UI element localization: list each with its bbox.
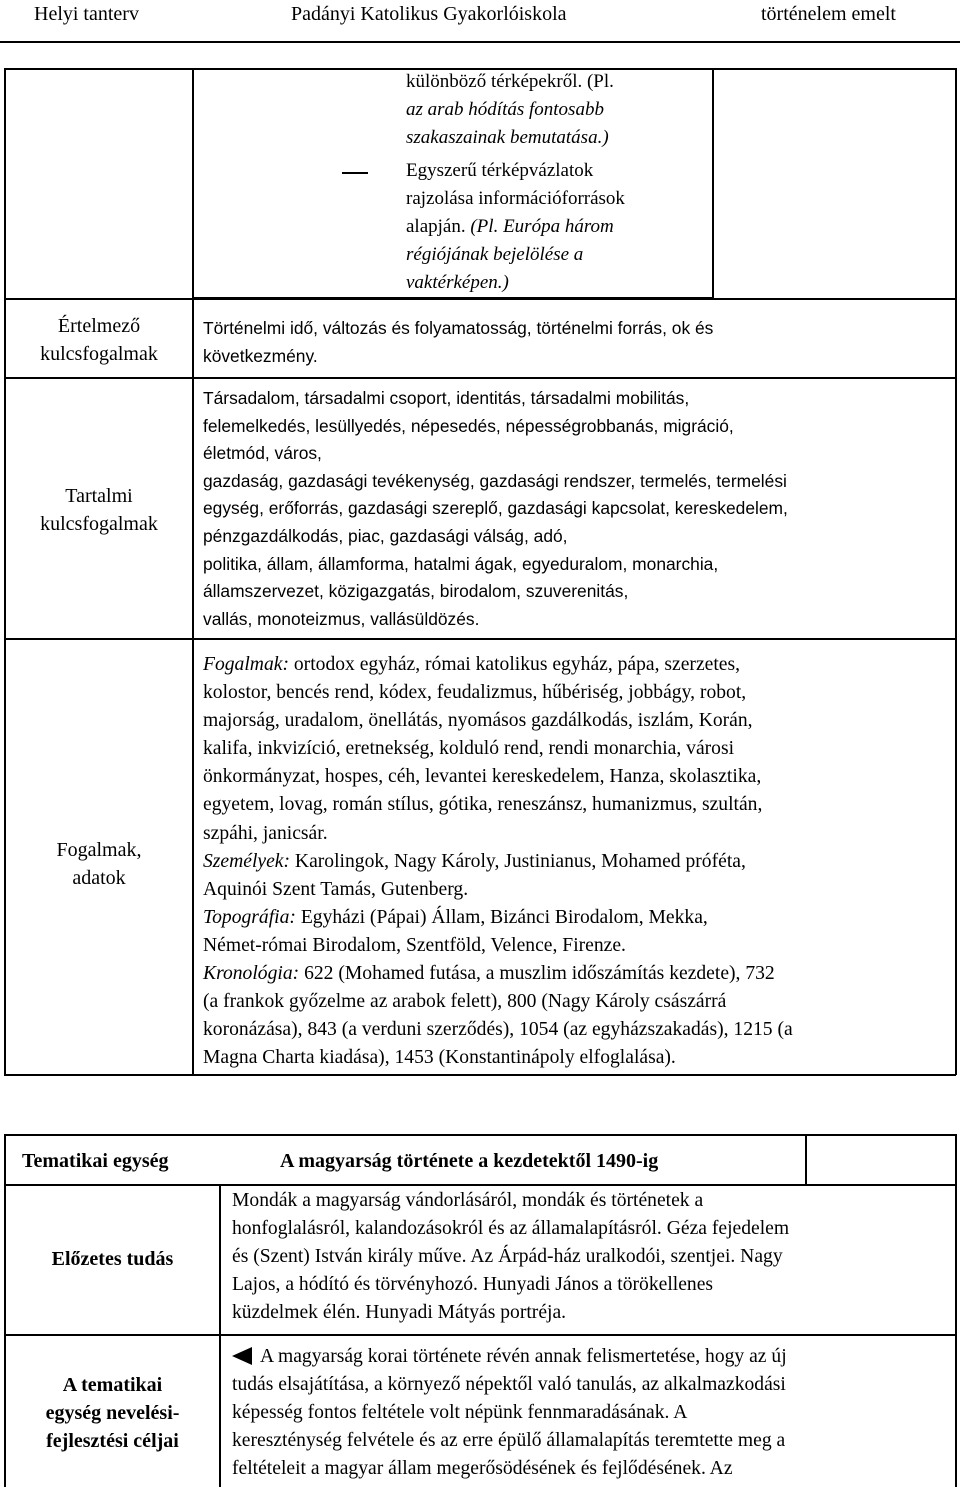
content-line: vallás, monoteizmus, vallásüldözés. (203, 608, 480, 629)
content-line: politika, állam, államforma, hatalmi ágak, egyeduralom, monarchia, (203, 553, 719, 574)
content-line: Aquinói Szent Tamás, Gutenberg. (203, 878, 469, 900)
fogalmak-label (6, 836, 192, 892)
content-line: Topográfia: Egyházi (Pápai) Állam, Bizánci Birodalom, Mekka, (203, 906, 708, 928)
content-line: pénzgazdálkodás, piac, gazdasági válság, adó, (203, 525, 568, 546)
page-header (0, 0, 960, 30)
content-line: Német-római Birodalom, Szentföld, Velence, Firenze. (203, 934, 626, 956)
content-line: egyetem, lovag, román stílus, gótika, reneszánsz, humanizmus, szultán, (203, 794, 763, 816)
content-line: gazdaság, gazdasági tevékenység, gazdasági rendszer, termelés, termelési (203, 470, 787, 491)
content-line: koronázása), 843 (a verduni szerződés), 1054 (az egyházszakadás), 1215 (a (203, 1019, 793, 1041)
table1-col-divider (192, 68, 194, 1075)
bullet-line: régiójának bejelölése a (406, 244, 584, 265)
header-left: Helyi tanterv (34, 3, 139, 25)
bullet-line: alapján. (Pl. Európa három (406, 216, 614, 237)
content-line: Személyek: Karolingok, Nagy Károly, Justinianus, Mohamed próféta, (203, 850, 746, 872)
content-line: államszervezet, közigazgatás, birodalom, szuverenitás, (203, 581, 629, 602)
left-triangle-icon (232, 1347, 252, 1365)
label-line: kulcsfogalmak (40, 343, 158, 365)
content-line: kalifa, inkvizíció, eretnekség, kolduló rend, rendi monarchia, városi (203, 738, 735, 760)
label-line: Értelmező (57, 315, 141, 337)
methods-line: különböző térképekről. (Pl. (406, 71, 614, 92)
content-line: és (Szent) István király műve. Az Árpád-ház uralkodói, szentjei. Nagy (232, 1246, 783, 1267)
celjai-label (6, 1371, 219, 1455)
ertelmezo-label (6, 312, 192, 368)
header-rule (0, 41, 960, 43)
label-line: A tematikai (62, 1374, 163, 1396)
elozetes-tudas-content (232, 1187, 952, 1327)
header-center: Padányi Katolikus Gyakorlóiskola (291, 3, 567, 25)
methods-line: szakaszainak bemutatása.) (406, 127, 609, 148)
content-line: Fogalmak: ortodox egyház, római katolikus egyház, pápa, szerzetes, (203, 654, 741, 675)
content-line: következmény. (203, 346, 318, 366)
content-line: Lajos, a hódító és törvényhozó. Hunyadi János a törökellenes (232, 1274, 714, 1295)
label-line: fejlesztési céljai (46, 1430, 179, 1452)
content-line: Történelmi idő, változás és folyamatosság, történelmi forrás, ok és (203, 318, 714, 338)
table1-inner-col-divider (712, 68, 714, 298)
content-line: kolostor, bencés rend, kódex, feudalizmus, hűbériség, jobbágy, robot, (203, 682, 747, 704)
content-line: egység, erőforrás, gazdasági szereplő, gazdasági kapcsolat, kereskedelem, (203, 498, 788, 519)
content-line: Mondák a magyarság vándorlásáról, mondák és történetek a (232, 1190, 704, 1211)
content-line: szpáhi, janicsár. (203, 822, 328, 844)
fogalmak-content (203, 651, 951, 1072)
table1-row-divider-2 (4, 377, 956, 379)
label-line: adatok (72, 867, 126, 889)
content-line: feltételeit a magyar állam megerősödésének és fejlődésének. Az (232, 1458, 733, 1479)
table1-right-border (955, 68, 957, 1075)
tematikai-egyseg-title: A magyarság története a kezdetektől 1490-ig (280, 1150, 659, 1172)
content-line: önkormányzat, hospes, céh, levantei kereskedelem, Hanza, skolasztika, (203, 766, 762, 788)
table2-row-divider-1 (4, 1184, 956, 1186)
table1-left-border (4, 68, 6, 1075)
tartalmi-label (6, 482, 192, 538)
content-line: majorság, uradalom, önellátás, nyomásos gazdálkodás, iszlám, Korán, (203, 710, 753, 732)
tematikai-egyseg-label: Tematikai egység (22, 1150, 169, 1172)
methods-example-text (406, 68, 706, 152)
content-line: képesség fontos feltétele volt népünk fennmaradásának. A (232, 1402, 688, 1423)
table1-row-divider-1 (4, 298, 956, 300)
celjai-content (232, 1343, 952, 1483)
label-line: Tartalmi (65, 485, 133, 507)
bullet-item-map-sketch (406, 157, 711, 297)
ertelmezo-content (203, 314, 948, 370)
content-line: honfoglalásról, kalandozásokról és az államalapításról. Géza fejedelem (232, 1218, 790, 1239)
label-line: kulcsfogalmak (40, 513, 158, 535)
table2-row-divider-2 (4, 1334, 956, 1336)
table2-col-divider (219, 1184, 221, 1487)
content-line: Magna Charta kiadása), 1453 (Konstantinápoly elfoglalása). (203, 1047, 676, 1069)
table1-row-divider-3 (4, 638, 956, 640)
bullet-line: vaktérképen.) (406, 272, 509, 293)
label-line: Fogalmak, (56, 839, 142, 861)
dash-bullet-icon (342, 172, 368, 174)
table2-top-border (4, 1134, 956, 1136)
content-line: életmód, város, (203, 443, 322, 464)
table2-title-right-divider (805, 1134, 807, 1184)
table1-bottom-border (4, 1074, 956, 1076)
content-line: A magyarság korai története révén annak felismertetése, hogy az új (232, 1343, 952, 1371)
content-line: kereszténység felvétele és az erre épülő államalapítás teremtette meg a (232, 1430, 786, 1451)
content-line: küzdelmek élén. Hunyadi Mátyás portréja. (232, 1302, 567, 1323)
content-line: Társadalom, társadalmi csoport, identitás, társadalmi mobilitás, (203, 388, 690, 408)
table2-right-border (955, 1134, 957, 1487)
content-line: tudás elsajátítása, a környező népektől való tanulás, az alkalmazkodási (232, 1374, 786, 1395)
content-line: (a frankok győzelme az arabok felett), 800 (Nagy Károly császárrá (203, 991, 727, 1013)
header-right: történelem emelt (761, 3, 896, 25)
label-line: egység nevelési- (45, 1402, 180, 1424)
methods-line: az arab hódítás fontosabb (406, 99, 604, 120)
bullet-line: rajzolása információforrások (406, 188, 625, 209)
tartalmi-content (203, 385, 951, 633)
elozetes-tudas-label: Előzetes tudás (51, 1248, 174, 1270)
content-line: Kronológia: 622 (Mohamed futása, a muszlim időszámítás kezdete), 732 (203, 963, 775, 985)
content-line: felemelkedés, lesüllyedés, népesedés, népességrobbanás, migráció, (203, 415, 734, 436)
bullet-line: Egyszerű térképvázlatok (406, 160, 594, 181)
